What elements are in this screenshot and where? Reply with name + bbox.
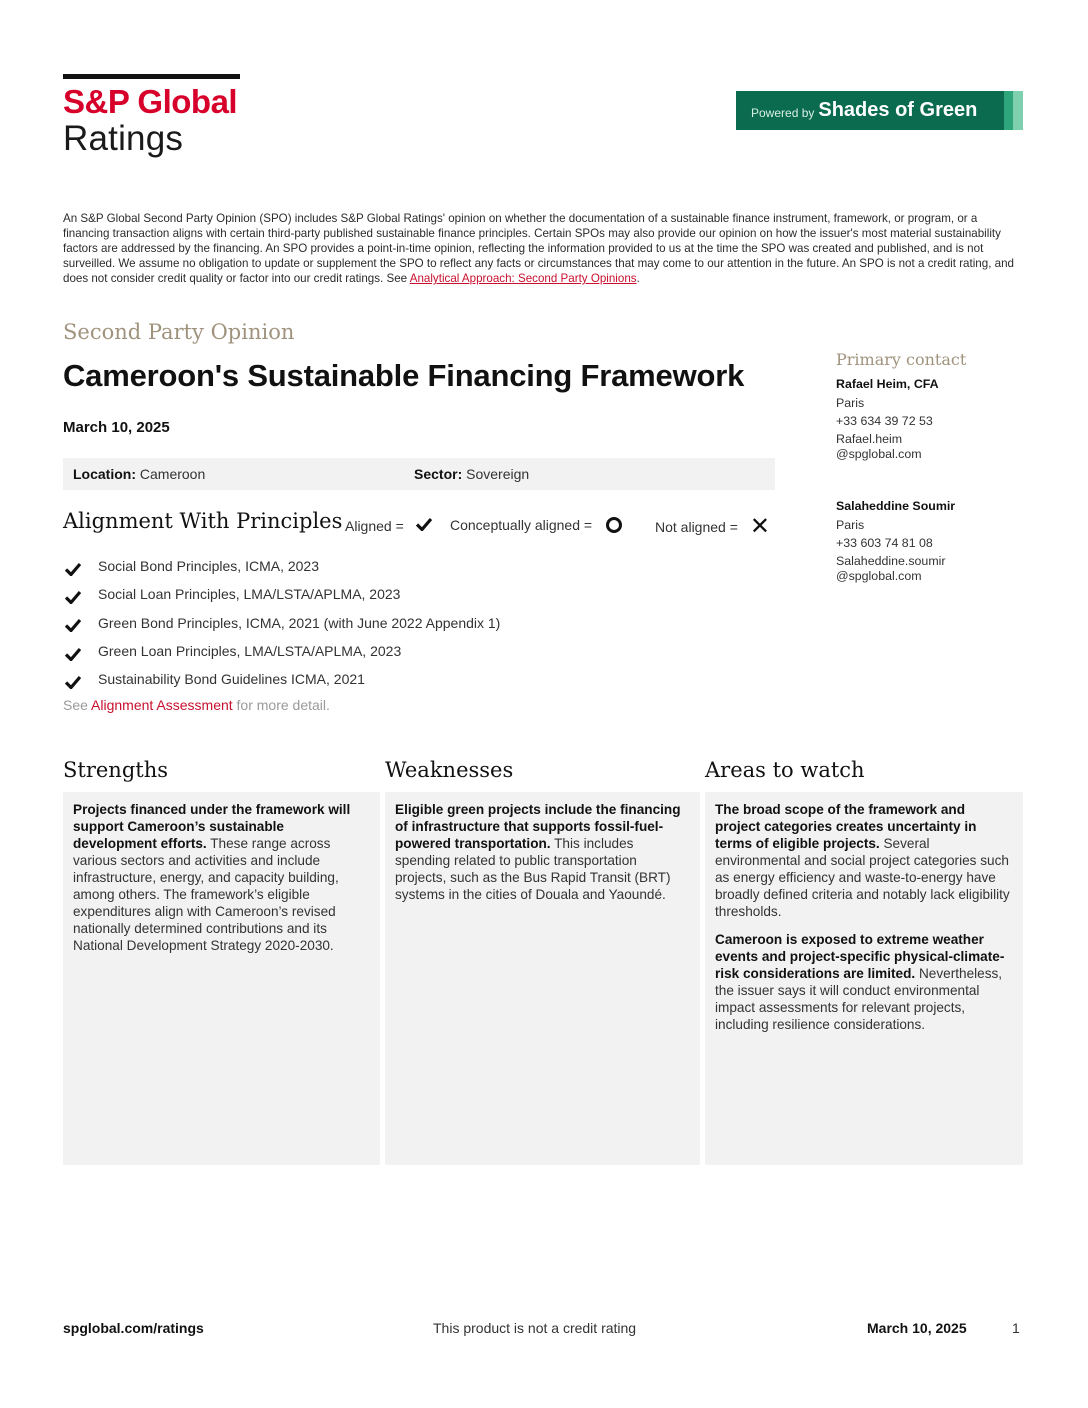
weakness-lead: Eligible green projects include the financing of infrastructure that supports fossil-fuel-powered transportation. [395, 802, 681, 851]
contact-city: Paris [836, 396, 865, 410]
shades-of-green-badge [736, 91, 1023, 130]
contact-card [836, 499, 1026, 584]
list-item [63, 580, 500, 608]
legend-conceptual [450, 517, 622, 533]
x-icon: ✕ [749, 513, 771, 540]
logo-sub: Ratings [63, 119, 184, 158]
watch-text: Several environmental and social project categories such as energy efficiency and waste-to-energy have broadly defined criteria and notably lack eligibility thresholds. [715, 836, 1010, 919]
analytical-approach-link[interactable]: Analytical Approach: Second Party Opinions [409, 272, 637, 286]
legend-conceptual-label: Conceptually aligned = [450, 517, 593, 533]
legend-aligned-label: Aligned = [345, 517, 404, 534]
contact-email[interactable] [836, 554, 1026, 584]
see-post: for more detail. [232, 697, 330, 713]
alignment-assessment-link[interactable]: Alignment Assessment [91, 697, 233, 713]
location-cell [73, 466, 205, 482]
logo-brand: S&P Global [63, 83, 238, 120]
badge-stripe [1004, 91, 1013, 130]
legend-not-label: Not aligned = [655, 519, 738, 535]
powered-by-label: Powered by [751, 105, 815, 120]
report-kicker: Second Party Opinion [63, 320, 295, 344]
principles-list [63, 552, 500, 693]
info-bar [63, 458, 775, 490]
contact-city: Paris [836, 518, 865, 532]
circle-icon [606, 517, 622, 533]
legend-aligned [345, 517, 432, 534]
contact-email[interactable] [836, 432, 1026, 462]
sector-cell [414, 466, 529, 482]
strengths-heading: Strengths [63, 758, 168, 782]
contact-phone: +33 634 39 72 53 [836, 414, 933, 428]
list-item [63, 665, 500, 693]
contact-name: Salaheddine Soumir [836, 499, 956, 513]
contact-email-user: Salaheddine.soumir [836, 554, 946, 568]
check-icon [416, 517, 432, 534]
alignment-heading: Alignment With Principles [63, 509, 343, 533]
list-item [63, 637, 500, 665]
check-icon [65, 590, 81, 604]
check-icon [65, 562, 81, 576]
principle-label: Social Loan Principles, LMA/LSTA/APLMA, 2023 [98, 586, 401, 603]
check-icon [65, 675, 81, 689]
contact-email-user: Rafael.heim [836, 432, 903, 446]
watch-lead: The broad scope of the framework and project categories creates uncertainty in terms of eligible projects. [715, 802, 977, 851]
badge-stripe-light [1013, 91, 1023, 130]
watch-paragraph [715, 931, 1013, 1033]
watch-text: Nevertheless, the issuer says it will conduct environmental impact assessments for relevant projects, including resilience considerations. [715, 966, 1003, 1032]
location-value: Cameroon [139, 466, 206, 482]
contact-email-domain: @spglobal.com [836, 447, 922, 461]
watch-paragraph [715, 801, 1013, 920]
list-item [63, 609, 500, 637]
contact-phone: +33 603 74 81 08 [836, 536, 933, 550]
principle-label: Green Bond Principles, ICMA, 2021 (with June 2022 Appendix 1) [98, 614, 501, 631]
weaknesses-box [385, 792, 700, 1165]
contact-title: Primary contact [836, 350, 967, 369]
spo-disclaimer [63, 211, 1025, 286]
check-icon [65, 618, 81, 632]
contact-name: Rafael Heim, CFA [836, 377, 939, 391]
weakness-text: This includes spending related to public transportation projects, such as the Bus Rapid Transit (BRT) systems in the cities of Douala and Yaoundé. [395, 836, 671, 902]
see-more-note [63, 697, 330, 713]
footer-note: This product is not a credit rating [433, 1320, 637, 1336]
weakness-paragraph [395, 801, 690, 903]
strength-paragraph [73, 801, 370, 954]
footer-date: March 10, 2025 [867, 1320, 967, 1336]
report-date: March 10, 2025 [63, 419, 170, 436]
partner-name: Shades of Green [818, 99, 978, 121]
principle-label: Social Bond Principles, ICMA, 2023 [98, 558, 319, 575]
check-icon [65, 647, 81, 661]
location-label: Location: [73, 466, 136, 482]
page-number: 1 [1012, 1320, 1020, 1336]
sector-label: Sector: [414, 466, 463, 482]
principle-label: Sustainability Bond Guidelines ICMA, 2021 [98, 671, 365, 688]
contact-card [836, 377, 1026, 462]
disclaimer-text: An S&P Global Second Party Opinion (SPO) includes S&P Global Ratings' opinion on whether the documentation of a sustainable finance instrument, framework, or program, or a financing transaction aligns with certain third-party published sustainable finance principles. Certain SPOs may also provide our opinion on how the issuer's most material sustainability factors are addressed by the financing. An SPO provides a point-in-time opinion, reflecting the information provided to us at the time the SPO was created and published, and is not surveilled. We assume no obligation to update or supplement the SPO to reflect any facts or circumstances that may come to our attention in the future. An SPO is not a credit rating, and does not consider credit quality or factor into our credit ratings. See [63, 212, 1014, 286]
contact-email-domain: @spglobal.com [836, 569, 922, 583]
list-item [63, 552, 500, 580]
see-pre: See [63, 697, 92, 713]
footer-site-link[interactable]: spglobal.com/ratings [63, 1320, 204, 1336]
primary-contacts [836, 350, 1026, 584]
areas-to-watch-heading: Areas to watch [705, 758, 865, 782]
strength-text: These range across various sectors and activities and include infrastructure, energy, and capacity building, among others. The framework’s eligible expenditures align with Cameroon’s revised nationally determined contributions and its National Development Strategy 2020-2030. [73, 836, 339, 953]
strengths-box [63, 792, 380, 1165]
logo-bar [63, 74, 240, 79]
page-title: Cameroon's Sustainable Financing Framework [63, 358, 745, 393]
sp-global-ratings-logo [63, 74, 240, 157]
weaknesses-heading: Weaknesses [385, 758, 514, 782]
disclaimer-end: . [636, 272, 640, 286]
sector-value: Sovereign [466, 466, 530, 482]
areas-to-watch-box [705, 792, 1023, 1165]
watch-lead: Cameroon is exposed to extreme weather events and project-specific physical-climate-risk considerations are limited. [715, 932, 1005, 981]
strength-lead: Projects financed under the framework will support Cameroon’s sustainable development efforts. [73, 802, 351, 851]
legend-not-aligned [655, 513, 771, 540]
principle-label: Green Loan Principles, LMA/LSTA/APLMA, 2023 [98, 643, 402, 660]
